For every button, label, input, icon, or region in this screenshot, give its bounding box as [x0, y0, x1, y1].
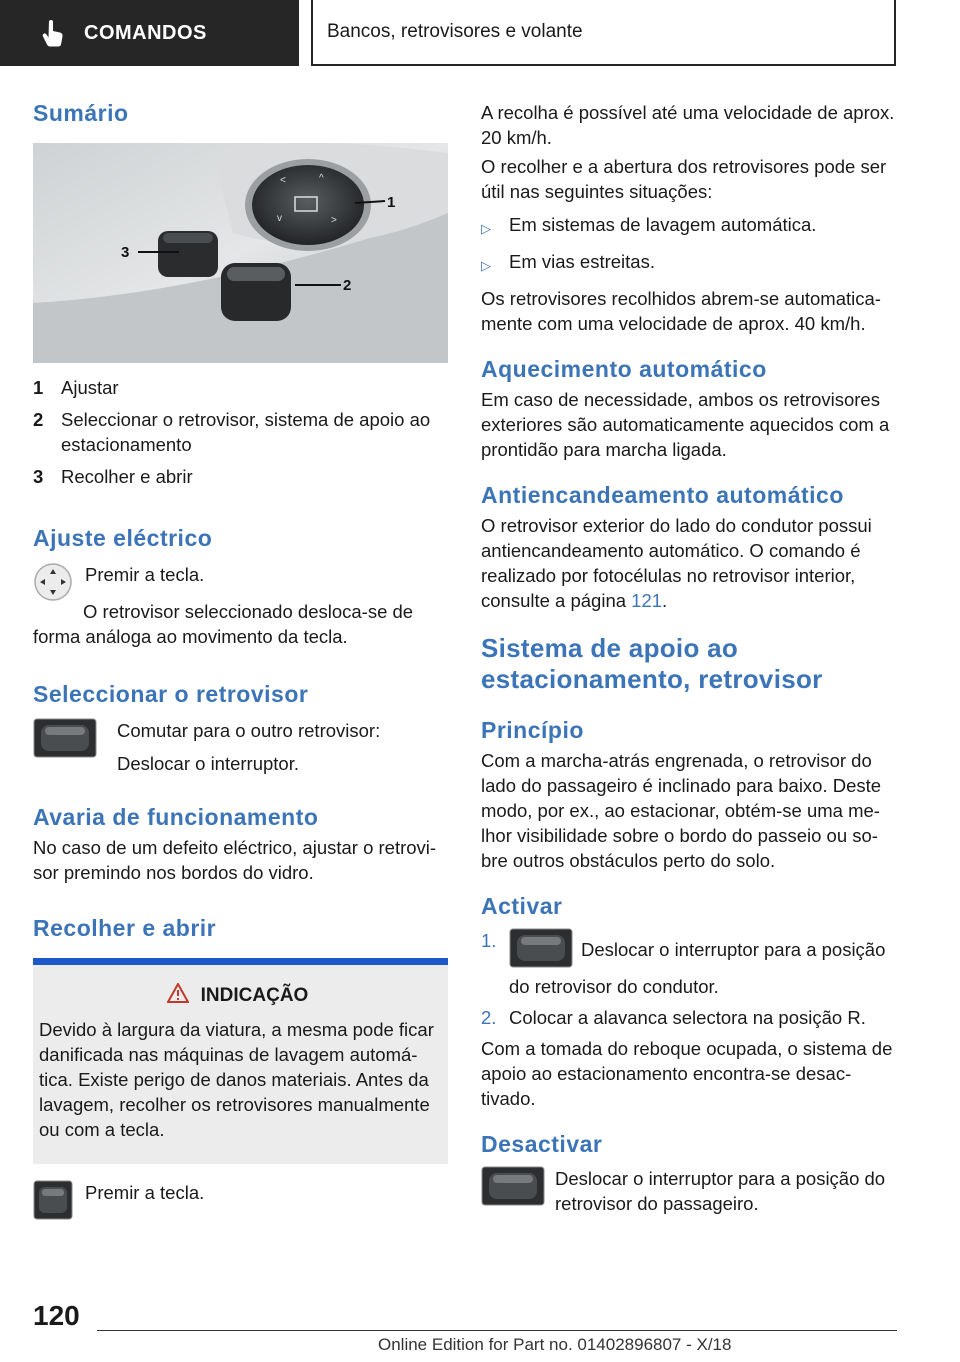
direction-pad-icon	[33, 562, 73, 607]
callout-2: 2	[343, 277, 352, 294]
aquecimento-heading: Aquecimento automático	[481, 356, 767, 382]
right-column	[481, 100, 901, 1216]
abertura-text: Os retrovisores recolhidos abrem-se automatica-mente com uma velocidade de aprox. 40 km/h.	[481, 288, 881, 334]
svg-text:>: >	[331, 215, 337, 226]
sistema-heading: Sistema de apoio ao estacionamento, retrovisor	[481, 633, 823, 694]
mirror-switch-icon	[481, 1166, 545, 1211]
antiencandeamento-text: O retrovisor exterior do lado do condutor possui antiencandeamento automático. O comando é realizado por fotocélulas no retrovisor interior, consulte a página 121.	[481, 515, 872, 611]
situacoes-text: O recolher e a abertura dos retrovisores pode ser útil nas seguintes situações:	[481, 156, 887, 202]
situacoes-list	[481, 212, 901, 278]
recolher-block	[33, 1180, 448, 1225]
bullet-arrow-icon: ▷	[481, 258, 491, 273]
note-title: INDICAÇÃO	[200, 985, 309, 1006]
desactivar-heading: Desactivar	[481, 1131, 603, 1157]
antiencandeamento-heading: Antiencandeamento automático	[481, 482, 844, 508]
footer-edition: Online Edition for Part no. 01402896807 - X/18	[378, 1335, 732, 1354]
note-box	[33, 958, 448, 1164]
ajuste-text-1: Premir a tecla.	[85, 564, 205, 585]
figure-legend	[33, 375, 448, 489]
avaria-text: No caso de um defeito eléctrico, ajustar o retrovi-sor premindo nos bordos do vidro.	[33, 837, 437, 883]
avaria-heading: Avaria de funcionamento	[33, 804, 319, 830]
desactivar-text: Deslocar o interruptor para a posição do retrovisor do passageiro.	[555, 1168, 886, 1214]
seleccionar-text-2: Deslocar o interruptor.	[117, 753, 300, 774]
list-item: 1. Deslocar o interruptor para a posição do retrovisor do condutor.	[481, 930, 886, 997]
note-text: Devido à largura da viatura, a mesma pode ficar danificada nas máquinas de lavagem automá-tica. Existe perigo de danos materiais. Antes da lavagem, recolher os retrovisores manualmente ou com a tecla.	[39, 1019, 434, 1140]
hand-pointer-icon	[40, 18, 66, 48]
activar-heading: Activar	[481, 893, 563, 919]
seleccionar-heading: Seleccionar o retrovisor	[33, 681, 309, 707]
callout-3: 3	[121, 244, 130, 261]
aquecimento-text: Em caso de necessidade, ambos os retrovisores exteriores são automaticamente aquecidos com a prontidão para marcha ligada.	[481, 389, 890, 460]
recolher-heading: Recolher e abrir	[33, 915, 217, 941]
ajuste-heading: Ajuste eléctrico	[33, 525, 213, 551]
activar-text: Com a tomada do reboque ocupada, o sistema de apoio ao estacionamento encontra-se desac-tivado.	[481, 1038, 893, 1109]
page-link[interactable]: 121	[631, 590, 663, 611]
fold-mirror-button-icon	[33, 1180, 73, 1225]
section-title: COMANDOS	[84, 21, 207, 44]
list-item: 2. Colocar a alavanca selectora na posição R.	[481, 1007, 866, 1028]
mirror-switch-icon	[509, 928, 573, 974]
principio-heading: Princípio	[481, 717, 584, 743]
page-number: 120	[33, 1300, 80, 1331]
mirror-control-photo	[33, 143, 448, 363]
desactivar-block	[481, 1166, 901, 1216]
note-header	[39, 983, 436, 1009]
callout-1: 1	[387, 194, 396, 211]
ajuste-text-2: O retrovisor seleccionado desloca-se de forma análoga ao movimento da tecla.	[33, 601, 414, 647]
recolha-text: A recolha é possível até uma velocidade de aprox. 20 km/h.	[481, 102, 895, 148]
svg-text:^: ^	[319, 173, 324, 184]
left-column	[33, 100, 448, 1225]
svg-text:<: <	[280, 175, 286, 186]
bullet-arrow-icon: ▷	[481, 221, 491, 236]
mirror-switch-icon	[33, 718, 97, 763]
warning-triangle-icon	[167, 983, 189, 1009]
svg-text:v: v	[277, 213, 282, 224]
activar-steps	[481, 928, 901, 1030]
seleccionar-block	[33, 718, 448, 776]
header-section-tab	[0, 0, 299, 66]
sumario-heading: Sumário	[33, 100, 129, 126]
list-item: ▷ Em vias estreitas.	[481, 249, 901, 278]
recolher-text: Premir a tecla.	[85, 1182, 205, 1203]
header-chapter	[311, 0, 896, 66]
list-item: ▷ Em sistemas de lavagem automática.	[481, 212, 901, 241]
list-item: 2 Seleccionar o retrovisor, sistema de apoio ao estacionamento	[33, 409, 431, 455]
list-item: 3 Recolher e abrir	[33, 466, 193, 487]
principio-text: Com a marcha-atrás engrenada, o retrovisor do lado do passageiro é inclinado para baixo. Deste modo, por ex., ao estacionar, obtém-se uma me-lhor visibilidade sobre o bordo do passeio ou so-bre outros obstáculos perto do solo.	[481, 750, 882, 871]
list-item: 1 Ajustar	[33, 377, 119, 398]
footer-divider	[97, 1330, 897, 1331]
seleccionar-text-1: Comutar para o outro retrovisor:	[117, 720, 381, 741]
chapter-title: Bancos, retrovisores e volante	[327, 21, 583, 42]
